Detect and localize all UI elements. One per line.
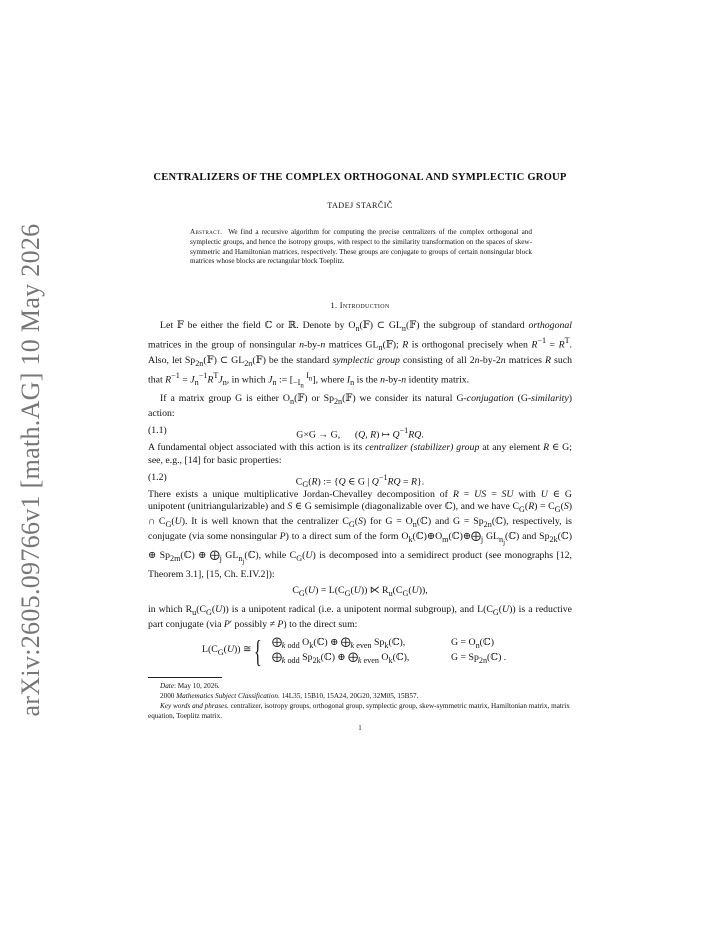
equation-body: $C_G(R)$ := {Q ∈ G | $Q^{-1}RQ = R$}.: [295, 472, 425, 489]
footnotes: [148, 682, 572, 721]
case-condition: $G = Sp_{2n}(ℂ)$ .: [451, 652, 507, 666]
equation-label: (1.1): [148, 425, 167, 437]
case-orthogonal: $⨁_{k odd}$ $O_k(ℂ)$ ⊕ $⨁_{k even}$ $Sp_k(ℂ)$,: [272, 637, 406, 651]
body-paragraph: There exists a unique multiplicative Jordan-Chevalley decomposition of R = US = SU with U ∈ G unipotent (unitriangularizable) and S ∈ G semisimple (diagonalizable over ℂ), and we have $C_G(R) = C_G(S)$ ∩ $C_G(U)$. It is well known that the centralizer $C_G(S)$ for $G = O_n(ℂ)$ and $G = Sp_{2n}(ℂ)$, respectively, is conjugate (via some nonsingular P) to a direct sum of the form $O_k(ℂ)\oplus O_m(ℂ)\oplus⨁_j$ $GL_{n_j}(ℂ)$ and $Sp_{2k}(ℂ)$ ⊕ $Sp_{2m}(ℂ)$ ⊕ $⨁_j$ $GL_{n_j}(ℂ)$, while $C_G(U)$ is decomposed into a semidirect product (see monographs [12, Theorem 3.1], [15, Ch. E.IV.2]):: [148, 488, 572, 580]
footnote-date: Date: May 10, 2026.: [160, 682, 220, 691]
body-paragraph: in which $R_u(C_G(U))$ is a unipotent radical (i.e. a unipotent normal subgroup), and $L(C_G(U))$ is a reductive part conjugate (via P′ possibly ≠ P) to the direct sum:: [148, 603, 572, 631]
paper-page: [148, 170, 572, 732]
footnote-keywords: Key words and phrases. centralizer, isotropy groups, orthogonal group, symplectic group, skew-symmetric matrix, Hamiltonian matrix, matrix equation, Toeplitz matrix.: [148, 701, 570, 720]
display-equation: $C_G(U) = L(C_G(U))$ ⋉ $R_u(C_G(U))$,: [292, 585, 428, 598]
body-paragraph: Let 𝔽 be either the field ℂ or ℝ. Denote by $O_n(𝔽)$ ⊂ $GL_n(𝔽)$ the subgroup of standard orthogonal matrices in the group of nonsingular n-by-n matrices $GL_n(𝔽)$; R is orthogonal precisely when $R^{-1} = R^T$. Also, let $Sp_{2n}(𝔽)$ ⊂ $GL_{2n}(𝔽)$ be the standard symplectic group consisting of all 2n-by-2n matrices R such that $R^{-1} = J_n^{-1}R^TJ_n$, in which $J_n$ := [$_{-I_n}$ $^{I_n}$], where $I_n$ is the n-by-n identity matrix.: [148, 320, 572, 390]
section-title: Introduction: [339, 301, 390, 311]
page-number: 1: [358, 723, 362, 732]
equation-label: (1.2): [148, 471, 167, 483]
paper-author: TADEJ STARČIČ: [327, 201, 393, 210]
arxiv-identifier: arXiv:2605.09766v1 [math.AG] 10 May 2026: [16, 223, 45, 717]
footnote-divider: [148, 677, 222, 678]
paper-title: CENTRALIZERS OF THE COMPLEX ORTHOGONAL AND SYMPLECTIC GROUP: [153, 172, 567, 183]
equation-body: G×G → G, (Q, R) ↦ $Q^{-1}RQ$.: [296, 426, 424, 441]
section-heading: [148, 301, 572, 310]
cases-equation: [148, 635, 572, 669]
body-paragraph: If a matrix group G is either $O_n(𝔽)$ or $Sp_{2n}(𝔽)$ we consider its natural G-conjugation (G-similarity) action:: [148, 392, 572, 420]
arxiv-sidebar: [16, 120, 56, 820]
equation-1-2: [148, 469, 572, 487]
left-brace: {: [254, 633, 262, 670]
cases-lhs: $L(C_G(U))$ ≅: [202, 644, 252, 658]
case-condition: $G = O_n(ℂ)$: [451, 637, 494, 651]
equation-1-1: [148, 422, 572, 440]
abstract-text: We find a recursive algorithm for computing the precise centralizers of the complex orthogonal and symplectic groups, and hence the isotropy groups, with respect to the similarity transformation on the spaces of skew-symmetric and Hamiltonian matrices, respectively. These groups are conjugate to groups of certain nonsingular block matrices whose blocks are rectangular block Toeplitz.: [190, 228, 532, 266]
section-number: 1.: [330, 301, 338, 311]
footnote-msc: 2000 Mathematics Subject Classification. 14L35, 15B10, 15A24, 20G20, 32M05, 15B57.: [160, 692, 419, 701]
case-symplectic: $⨁_{k odd}$ $Sp_{2k}(ℂ)$ ⊕ $⨁_{k even}$ $O_k(ℂ)$,: [272, 652, 410, 666]
abstract-label: Abstract.: [190, 228, 223, 236]
abstract: [190, 228, 532, 267]
body-paragraph: A fundamental object associated with this action is its centralizer (stabilizer) group at any element R ∈ G; see, e.g., [14] for basic properties:: [148, 442, 572, 466]
